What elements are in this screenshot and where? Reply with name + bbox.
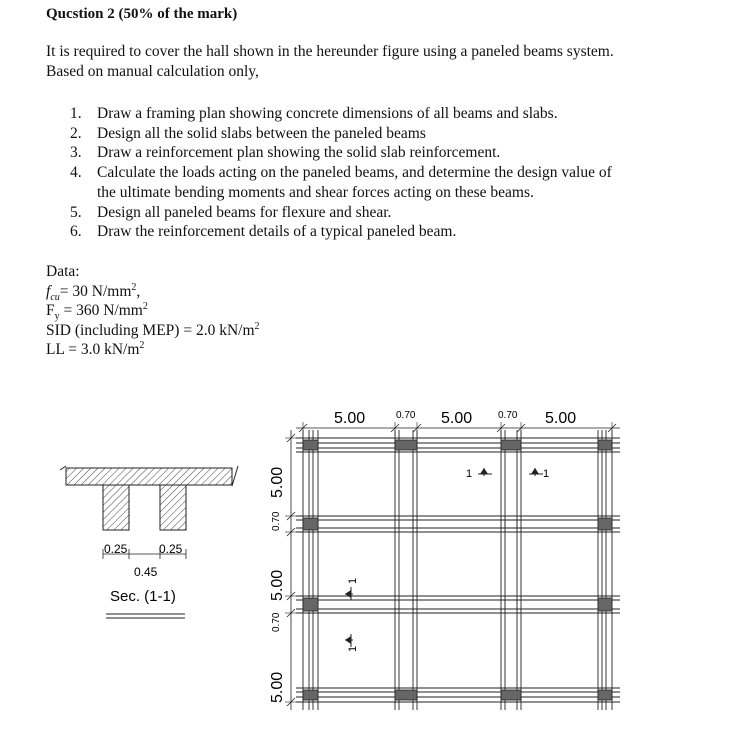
data-sid: SID (including MEP) = 2.0 $kN/m^2$	[46, 320, 260, 339]
task-item: 5. Design all paneled beams for flexure and shear.	[70, 203, 392, 221]
top-dimensions	[334, 410, 576, 427]
task-item: 6. Draw the reinforcement details of a typical paneled beam.	[70, 223, 457, 241]
column	[303, 598, 318, 611]
section-label: Sec. (1-1)	[110, 588, 176, 605]
column	[501, 690, 521, 700]
dim-total: 0.45	[134, 565, 158, 579]
rib-left	[103, 485, 129, 530]
column	[303, 440, 318, 450]
top-dim-span-3: 5.00	[545, 410, 577, 427]
slab-flange	[66, 468, 232, 485]
column	[598, 598, 612, 611]
column	[303, 518, 318, 530]
section-marker: 1	[347, 577, 359, 584]
column	[598, 518, 612, 530]
top-dim-beam-2: 0.70	[498, 410, 518, 421]
beam-intersection	[399, 600, 413, 609]
beam-intersection	[505, 600, 517, 609]
data-fcu: $f_{cu}= 30$ $N/mm^2$,	[46, 281, 141, 303]
column	[598, 440, 612, 450]
top-dim-span-1: 5.00	[334, 410, 366, 427]
column	[303, 690, 318, 700]
beam-section	[60, 466, 238, 618]
dim-rib-left: 0.25	[104, 542, 128, 556]
task-item: 2. Design all the solid slabs between the paneled beams	[70, 124, 426, 142]
top-dim-beam-1: 0.70	[396, 410, 416, 421]
section-marker: 1	[543, 468, 550, 480]
left-dimensions	[269, 467, 286, 703]
left-dim-span-3: 5.00	[269, 671, 286, 703]
section-marker: 1	[347, 645, 359, 652]
column	[395, 440, 417, 450]
task-item: 3. Draw a reinforcement plan showing the solid slab reinforcement.	[70, 144, 501, 162]
question-title: Qucstion 2 (50% of the mark)	[46, 6, 238, 22]
beam-intersection	[399, 520, 413, 528]
left-dim-beam-1: 0.70	[271, 511, 282, 531]
intro-line-2: Based on manual calculation only,	[46, 63, 259, 80]
left-dim-span-1: 5.00	[269, 466, 286, 498]
section-marker: 1	[466, 468, 473, 480]
data-ll: LL = 3.0 $kN/m^2$	[46, 339, 145, 358]
left-dim-span-2: 5.00	[269, 569, 286, 601]
top-dim-span-2: 5.00	[441, 410, 473, 427]
beam-intersection	[505, 520, 517, 528]
dim-rib-right: 0.25	[159, 542, 183, 556]
task-item: 1. Draw a framing plan showing concrete dimensions of all beams and slabs.	[70, 105, 558, 122]
column	[501, 440, 521, 450]
rib-right	[160, 485, 186, 530]
task-item: 4. Calculate the loads acting on the paneled beams, and determine the design value of the ultimate bending moments and shear forces acting on these beams.	[70, 164, 612, 201]
left-dim-beam-2: 0.70	[271, 612, 282, 632]
framing-plan	[285, 422, 620, 710]
data-heading: Data:	[46, 263, 80, 280]
column	[598, 690, 612, 700]
intro-line-1: It is required to cover the hall shown in the hereunder figure using a paneled beams system.	[46, 43, 614, 60]
data-fy: $F_y = 360$ $N/mm^2$	[46, 300, 148, 323]
section-markers	[347, 468, 549, 652]
column	[395, 690, 417, 700]
